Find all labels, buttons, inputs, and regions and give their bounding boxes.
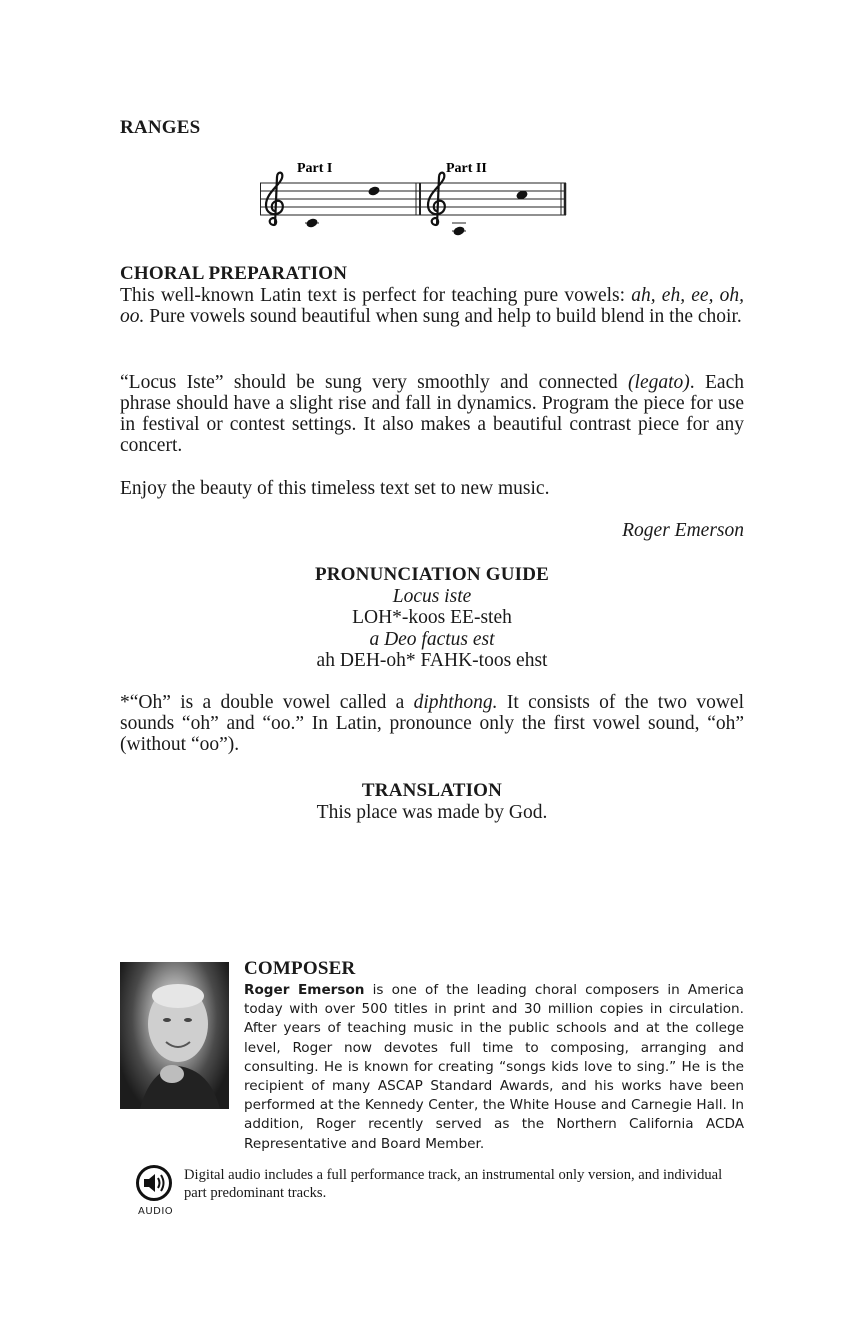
part-1-high-note (367, 185, 380, 196)
part-2-label: Part II (446, 161, 487, 176)
composer-portrait-graphic (120, 962, 229, 1109)
diphthong-footnote: *“Oh” is a double vowel called a diphthong. It consists of the two vowel sounds “oh” and “oo.” In Latin, pronounce only the first vowel sound, “oh” (without “oo”). (120, 692, 744, 755)
music-staff-graphic (260, 155, 570, 245)
latin-line-1: Locus iste (392, 585, 472, 607)
composer-bio: Roger Emerson is one of the leading choral composers in America today with over 500 titles in print and 30 million copies in circulation. After years of teaching music in the public schools and at the college level, Roger now devotes full time to composing, arranging and consulting. He is known for creating “songs kids love to sing.” He is the recipient of many ASCAP Standard Awards, and his works have been performed at the Kennedy Center, the White House and Carnegie Hall. In addition, Roger recently served as the Northern California ACDA Representative and Board Member. (244, 982, 744, 1152)
pronunciation-guide (120, 564, 744, 672)
phonetic-line-1: LOH*-koos EE-steh (352, 607, 512, 628)
signature: Roger Emerson (622, 520, 744, 541)
part-1-label: Part I (297, 161, 333, 176)
choral-preparation-section (120, 263, 744, 327)
pronunciation-heading: PRONUNCIATION GUIDE (314, 564, 550, 585)
composer-name: Roger Emerson (244, 982, 365, 998)
translation-section (120, 780, 744, 823)
translation-heading: TRANSLATION (361, 780, 503, 801)
part-2-low-note (452, 225, 465, 236)
choral-paragraph-2: “Locus Iste” should be sung very smoothly and connected (legato). Each phrase should have a slight rise and fall in dynamics. Program the piece for use in festival or contest settings. It also makes a beautiful contrast piece for any concert. (120, 372, 744, 456)
part-1-low-note (305, 217, 318, 228)
composer-heading: COMPOSER (244, 958, 356, 979)
ranges-staff (260, 155, 570, 245)
composer-photo (120, 962, 229, 1109)
choral-preparation-heading: CHORAL PREPARATION (120, 263, 348, 284)
translation-text: This place was made by God. (316, 801, 548, 823)
audio-description: Digital audio includes a full performance track, an instrumental only version, and individual part predominant tracks. (184, 1167, 723, 1201)
choral-paragraph-1: This well-known Latin text is perfect for teaching pure vowels: ah, eh, ee, oh, oo. Pure vowels sound beautiful when sung and help to build blend in the choir. (120, 285, 745, 327)
audio-label: AUDIO (138, 1206, 174, 1217)
choral-paragraph-3: Enjoy the beauty of this timeless text set to new music. (120, 478, 550, 499)
composer-section (244, 958, 744, 1154)
ranges-heading: RANGES (120, 117, 201, 138)
phonetic-line-2: ah DEH-oh* FAHK-toos ehst (316, 650, 548, 671)
latin-line-2: a Deo factus est (369, 628, 495, 650)
